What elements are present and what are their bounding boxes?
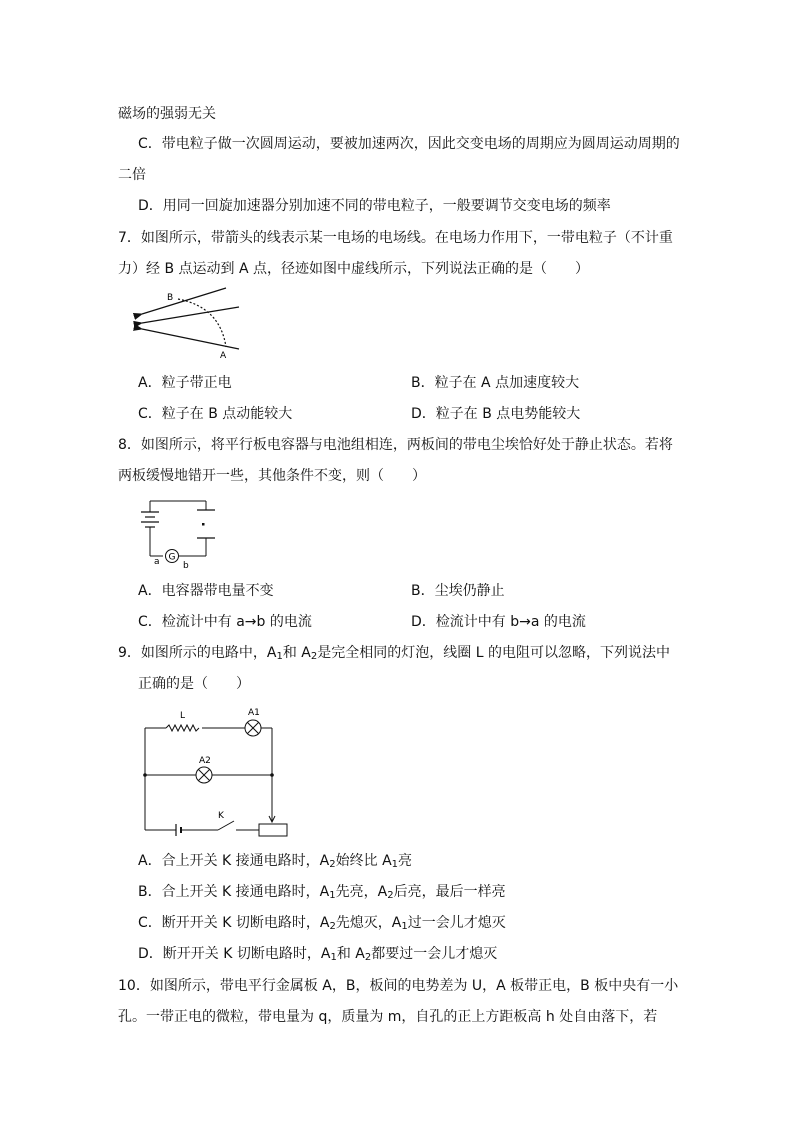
particle-trajectory xyxy=(178,299,226,347)
q10-stem-line2: 孔。一带正电的微粒，带电量为 q，质量为 m，自孔的正上方距板高 h 处自由落下，若 xyxy=(118,1009,658,1025)
q10-stem-line1: 10．如图所示，带电平行金属板 A，B，板间的电势差为 U，A 板带正电，B 板中央有一小 xyxy=(118,978,679,994)
q9-option-d: D．断开开关 K 切断电路时，$A_1$和 $A_2$都要过一会儿才熄灭 xyxy=(138,946,498,963)
q7-option-d: D．粒子在 B 点电势能较大 xyxy=(411,406,581,422)
q7-option-c: C．粒子在 B 点动能较大 xyxy=(138,406,293,422)
q9-stem-line1: 9．如图所示的电路中，$A_1$和 $A_2$是完全相同的灯泡，线圈 L 的电阻可以忽略，下列说法中 xyxy=(118,645,670,662)
q8-option-b: B．尘埃仍静止 xyxy=(411,583,505,599)
q8-option-d: D．检流计中有 b→a 的电流 xyxy=(411,614,586,630)
q8-option-a: A．电容器带电量不变 xyxy=(138,583,274,599)
q6-option-c-line1: C．带电粒子做一次圆周运动，要被加速两次，因此交变电场的周期应为圆周运动周期的 xyxy=(138,136,680,152)
label-l: L xyxy=(180,711,186,721)
switch-k xyxy=(218,821,234,830)
q6-text-line: 磁场的强弱无关 xyxy=(118,106,216,122)
label-a: A xyxy=(220,351,227,361)
q7-stem-line1: 7．如图所示，带箭头的线表示某一电场的电场线。在电场力作用下，一带电粒子（不计重 xyxy=(118,230,673,246)
q6-option-d: D．用同一回旋加速器分别加速不同的带电粒子，一般要调节交变电场的频率 xyxy=(138,198,611,214)
q7-electric-field-figure xyxy=(138,285,248,360)
inductor xyxy=(166,725,199,731)
q7-option-a: A．粒子带正电 xyxy=(138,375,232,391)
q7-option-b: B．粒子在 A 点加速度较大 xyxy=(411,375,580,391)
label-a2: A2 xyxy=(199,756,211,766)
label-g: G xyxy=(168,552,176,563)
rheostat xyxy=(259,824,287,836)
q8-stem-line2: 两板缓慢地错开一些，其他条件不变，则（ ） xyxy=(118,468,426,484)
q9-circuit-figure xyxy=(138,703,298,838)
label-b: B xyxy=(167,293,174,303)
q7-stem-line2: 力）经 B 点运动到 A 点，径迹如图中虚线所示，下列说法正确的是（ ） xyxy=(118,261,589,277)
label-a1: A1 xyxy=(248,708,260,718)
q9-option-b: B．合上开关 K 接通电路时，$A_1$先亮，$A_2$后亮，最后一样亮 xyxy=(138,884,506,901)
q6-option-c-line2: 二倍 xyxy=(118,167,146,183)
q8-stem-line1: 8．如图所示，将平行板电容器与电池组相连，两板间的带电尘埃恰好处于静止状态。若将 xyxy=(118,437,673,453)
label-b: b xyxy=(183,561,189,571)
label-a: a xyxy=(154,557,160,567)
label-k: K xyxy=(218,811,224,821)
q9-stem-line2: 正确的是（ ） xyxy=(138,676,250,692)
field-line xyxy=(142,288,226,314)
q9-option-a: A．合上开关 K 接通电路时，$A_2$始终比 $A_1$亮 xyxy=(138,853,413,870)
dust-particle xyxy=(202,523,205,526)
q9-option-c: C．断开开关 K 切断电路时，$A_2$先熄灭，$A_1$过一会儿才熄灭 xyxy=(138,915,506,932)
q8-option-c: C．检流计中有 a→b 的电流 xyxy=(138,614,312,630)
q8-capacitor-circuit-figure xyxy=(138,498,218,570)
